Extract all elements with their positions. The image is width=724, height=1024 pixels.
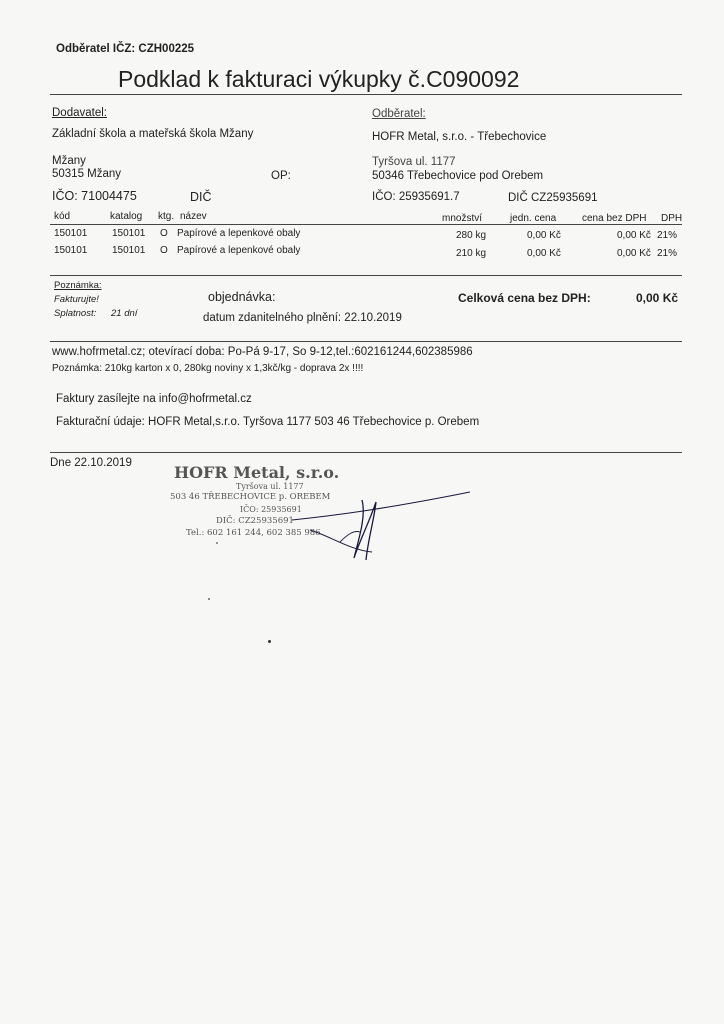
row-qty: 210 kg [456,248,487,259]
footer-invoices: Faktury zasílejte na info@hofrmetal.cz [56,393,252,405]
buyer-zip-city: 50346 Třebechovice pod Orebem [372,170,544,182]
col-qty: množství [442,213,483,224]
stamp-street: Tyršova ul. 1177 [236,482,304,491]
stamp-company: HOFR Metal, s.r.o. [174,463,340,482]
row-vat: 21% [657,230,678,241]
scan-speck [268,640,271,643]
footer-note: Poznámka: 210kg karton x 0, 280kg noviny x 1,3kč/kg - doprava 2x !!!! [52,363,364,374]
due-label: Splatnost: [54,308,97,319]
row-ktg: O [160,228,168,239]
total-value: 0,00 Kč [636,291,679,305]
footer-web: www.hofrmetal.cz; otevírací doba: Po-Pá 9-17, So 9-12,tel.:602161244,602385986 [52,346,473,358]
row-unit-price: 0,00 Kč [527,248,561,259]
stamp-city: 503 46 TŘEBECHOVICE p. OREBEM [170,492,331,502]
stamp-ico: IČO: 25935691 [240,505,302,514]
row-code: 150101 [54,245,88,256]
supplier-ico: IČO: 71004475 [52,189,137,203]
col-price-no-vat: cena bez DPH [582,213,647,224]
scan-speck [208,598,210,600]
signature [290,480,480,570]
table-end-line [50,275,682,276]
table-row [0,228,724,242]
document-title: Podklad k fakturaci výkupky č.C090092 [118,66,520,92]
scan-speck [216,542,218,544]
title-underline [50,94,682,95]
table-header-line [50,224,682,225]
note-heading: Poznámka: [54,280,102,291]
stamp-tel: Tel.: 602 161 244, 602 385 986 [186,528,321,538]
row-qty: 280 kg [456,230,487,241]
supplier-heading: Dodavatel: [52,107,107,119]
row-name: Papírové a lepenkové obaly [177,245,301,256]
row-catalog: 150101 [112,245,146,256]
row-ktg: O [160,245,168,256]
tax-date: datum zdanitelného plnění: 22.10.2019 [203,312,402,324]
row-code: 150101 [54,228,88,239]
supplier-dic: DIČ [190,190,212,204]
supplier-zip-city: 50315 Mžany [52,168,122,180]
table-row [0,245,724,259]
col-code: kód [54,211,71,222]
row-price-no-vat: 0,00 Kč [617,230,651,241]
col-vat: DPH [661,213,683,224]
row-price-no-vat: 0,00 Kč [617,248,651,259]
row-name: Papírové a lepenkové obaly [177,228,301,239]
footer-line [50,452,682,453]
date: Dne 22.10.2019 [50,457,132,469]
row-vat: 21% [657,248,678,259]
due-value: 21 dní [111,308,138,319]
col-ktg: ktg. [158,211,175,222]
col-unit-price: jedn. cena [510,213,557,224]
col-catalog: katalog [110,211,143,222]
section-line [50,341,682,342]
buyer-ico: IČO: 25935691.7 [372,191,460,203]
stamp-dic: DIČ: CZ25935691 [216,516,294,526]
supplier-name: Základní škola a mateřská škola Mžany [52,128,254,140]
order-label: objednávka: [208,290,276,304]
row-catalog: 150101 [112,228,146,239]
buyer-name: HOFR Metal, s.r.o. - Třebechovice [372,131,547,143]
buyer-heading: Odběratel: [372,108,426,120]
supplier-op-label: OP: [271,170,291,182]
customer-code: Odběratel IČZ: CZH00225 [56,43,195,55]
supplier-city: Mžany [52,155,86,167]
buyer-dic: DIČ CZ25935691 [508,192,598,204]
total-label: Celková cena bez DPH: [458,291,591,305]
buyer-street: Tyršova ul. 1177 [372,156,456,168]
col-name: název [180,211,207,222]
row-unit-price: 0,00 Kč [527,230,561,241]
footer-billing: Fakturační údaje: HOFR Metal,s.r.o. Tyršova 1177 503 46 Třebechovice p. Orebem [56,416,480,428]
note-line: Fakturujte! [54,294,99,305]
